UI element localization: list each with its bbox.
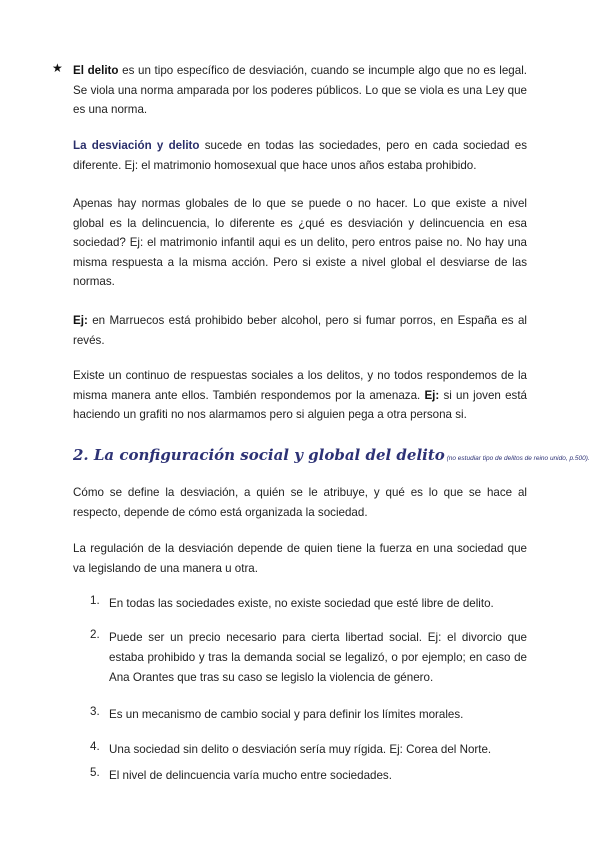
intro-term: El delito (73, 64, 119, 77)
list-item-number: 2. (90, 628, 100, 641)
ejemplo-body: en Marruecos está prohibido beber alcohol, pero si fumar porros, en España es al revés. (73, 314, 527, 347)
continuo-body-1: Existe un continuo de respuestas sociales a los delitos, y no todos respondemos de la misma manera ante ellos. También respondemos por la amenaza. (73, 369, 527, 402)
desviacion-paragraph (73, 136, 527, 175)
ejemplo-label: Ej: (73, 314, 88, 327)
list-item-text: El nivel de delincuencia varía mucho entre sociedades. (109, 769, 392, 782)
list-item-number: 5. (90, 766, 100, 779)
section-note: (no estudiar tipo de delitos de reino unido, p.500). (444, 455, 590, 462)
desviacion-body: sucede en todas las sociedades, pero en cada sociedad es diferente. Ej: el matrimonio homosexual que hace unos años estaba prohibido. (73, 139, 527, 172)
ejemplo-paragraph (73, 311, 527, 350)
intro-text (73, 61, 527, 120)
intro-body: es un tipo específico de desviación, cuando se incumple algo que no es legal. Se viola una norma amparada por los poderes públicos. Lo que se viola es una Ley que es una norma. (73, 64, 527, 116)
continuo-paragraph (73, 366, 527, 425)
list-item-number: 4. (90, 740, 100, 753)
star-bullet-icon: ★ (52, 61, 63, 75)
regulacion-paragraph: La regulación de la desviación depende de quien tiene la fuerza en una sociedad que va legislando de una manera u otra. (73, 542, 527, 575)
list-item-number: 3. (90, 705, 100, 718)
section-title: 2. La configuración social y global del delito (73, 446, 445, 464)
continuo-body-2: si un joven está haciendo un grafiti no nos alarmamos pero si alguien pega a otra persona si. (73, 388, 527, 421)
list-item-text: Una sociedad sin delito o desviación sería muy rígida. Ej: Corea del Norte. (109, 743, 492, 756)
list-item-text: Puede ser un precio necesario para cierta libertad social. Ej: el divorcio que estaba prohibido y tras la demanda social se legalizó, o por ejemplo; en caso de Ana Orantes que tras su caso se legislo la violencia de género. (109, 631, 527, 684)
list-item-text: En todas las sociedades existe, no existe sociedad que esté libre de delito. (109, 597, 494, 610)
desviacion-term: La desviación y delito (73, 139, 200, 152)
normas-globales-paragraph: Apenas hay normas globales de lo que se puede o no hacer. Lo que existe a nivel global es la delincuencia, lo diferente es ¿qué es desviación y delincuencia en esa sociedad? Ej: el matrimonio infantil aqui es un delito, pero entros paise no. No hay una misma respuesta a la misma acción. Pero si existe a nivel global el desviarse de las normas. (73, 197, 527, 288)
continuo-label: Ej: (424, 388, 440, 402)
list-item-text: Es un mecanismo de cambio social y para definir los límites morales. (109, 708, 464, 721)
list-item-number: 1. (90, 594, 100, 607)
definicion-paragraph: Cómo se define la desviación, a quién se le atribuye, y qué es lo que se hace al respecto, depende de cómo está organizada la sociedad. (73, 486, 527, 519)
section-heading (73, 446, 590, 464)
